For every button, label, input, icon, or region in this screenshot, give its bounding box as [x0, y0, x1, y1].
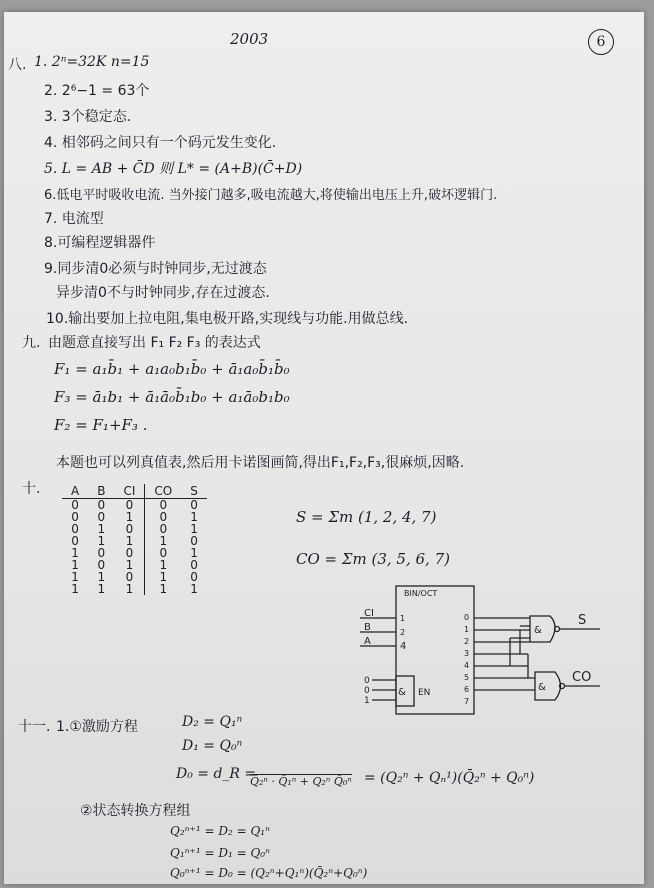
decoder-chip — [396, 586, 474, 714]
s9-intro: 由题意直接写出 F₁ F₂ F₃ 的表达式 — [48, 335, 261, 351]
s11-part2: ②状态转换方程组 — [80, 803, 191, 819]
truth-table-cell: 1 — [125, 582, 134, 596]
truth-table-row — [62, 535, 207, 547]
s8-item-2: 2. 2⁶−1 = 63个 — [44, 83, 150, 99]
s9-f1: F₁ = a₁b̄₁ + a₁a₀b₁b̄₀ + ā₁a₀b̄₁b̄₀ — [54, 360, 290, 378]
truth-table-cell: 0 — [145, 523, 181, 535]
truth-table-row — [62, 511, 207, 523]
page-number: 6 — [588, 29, 614, 55]
s8-item-4: 4. 相邻码之间只有一个码元发生变化. — [44, 135, 277, 151]
truth-table-cell: 1 — [71, 558, 79, 572]
truth-table-cell: 1 — [190, 546, 198, 560]
truth-table-cell: 1 — [190, 582, 198, 596]
truth-table-cell: 0 — [190, 558, 198, 572]
en-input-1: 0 — [364, 676, 370, 686]
en-input-2: 0 — [364, 686, 370, 696]
s8-item-8: 8.可编程逻辑器件 — [44, 235, 156, 251]
out-2-label: 2 — [464, 637, 470, 646]
truth-table-cell: 0 — [190, 570, 198, 584]
s11-st1: Q₂ⁿ⁺¹ = D₂ = Q₁ⁿ — [170, 824, 270, 838]
truth-table-row — [62, 559, 207, 571]
truth-table-row — [62, 523, 207, 535]
output-s-label: S — [578, 613, 587, 628]
input-ci-label: CI — [364, 608, 374, 619]
s8-item-9b: 异步清0不与时钟同步,存在过渡态. — [56, 285, 270, 301]
s11-eq1: D₂ = Q₁ⁿ — [182, 714, 243, 730]
truth-table-cell: 1 — [71, 570, 79, 584]
truth-table-cell: 1 — [145, 571, 181, 583]
s8-item-9a: 9.同步清0必须与时钟同步,无过渡态 — [44, 261, 267, 277]
truth-table-cell: 0 — [125, 522, 134, 536]
out-4-label: 4 — [464, 661, 470, 670]
s11-part1: 1.①激励方程 — [56, 719, 138, 735]
truth-table-cell: 1 — [145, 559, 181, 571]
s-expression: S = Σm (1, 2, 4, 7) — [296, 508, 437, 526]
out-5-label: 5 — [464, 673, 470, 682]
truth-table-cell: 1 — [145, 583, 181, 595]
truth-table-cell: 1 — [97, 522, 106, 536]
out-1-label: 1 — [464, 625, 470, 634]
truth-table-cell: 0 — [145, 499, 181, 512]
truth-table-cell: 0 — [190, 498, 198, 512]
truth-table-row — [62, 583, 207, 595]
pin-1-label: 1 — [400, 614, 406, 623]
paper-sheet — [4, 12, 644, 884]
s8-item-5: 5. L = AB + C̄D 则 L* = (A+B)(C̄+D) — [44, 161, 303, 177]
s8-item-10: 10.输出要加上拉电阻,集电极开路,实现线与功能.用做总线. — [46, 311, 409, 327]
truth-table-cell: 1 — [125, 558, 134, 572]
truth-table-cell: 1 — [97, 534, 106, 548]
col-s: S — [181, 484, 207, 499]
truth-table-cell: 1 — [190, 522, 198, 536]
en-label: EN — [418, 688, 431, 698]
input-a-label: A — [364, 636, 371, 647]
section-11-label: 十一. — [18, 719, 51, 735]
truth-table-cell: 1 — [71, 582, 79, 596]
truth-table-cell: 0 — [125, 498, 134, 512]
truth-table-cell: 1 — [97, 582, 106, 596]
truth-table-cell: 0 — [97, 546, 106, 560]
truth-table-cell: 0 — [71, 498, 79, 512]
truth-table-cell: 0 — [125, 546, 134, 560]
truth-table-cell: 1 — [97, 570, 106, 584]
s11-st2: Q₁ⁿ⁺¹ = D₁ = Q₀ⁿ — [170, 846, 270, 860]
truth-table-cell: 1 — [125, 534, 134, 548]
section-10-label: 十. — [22, 481, 41, 497]
s11-eq3a: D₀ = d_R = — [176, 766, 257, 782]
s8-item-7: 7. 电流型 — [44, 211, 104, 227]
truth-table-cell: 1 — [145, 535, 181, 547]
s11-eq3c: = (Q₂ⁿ + Qₙ¹)(Q̄₂ⁿ + Q₀ⁿ) — [364, 770, 535, 786]
truth-table-cell: 0 — [71, 510, 79, 524]
s8-item-3: 3. 3个稳定态. — [44, 109, 132, 125]
year-heading: 2003 — [230, 30, 269, 48]
out-0-label: 0 — [464, 613, 470, 622]
out-7-label: 7 — [464, 697, 470, 706]
output-co-label: CO — [572, 670, 592, 685]
en-and-symbol: & — [398, 687, 406, 698]
out-3-label: 3 — [464, 649, 470, 658]
truth-table-cell: 0 — [97, 510, 106, 524]
pin-4-label: 4 — [400, 641, 407, 652]
truth-table-row — [62, 499, 207, 512]
decoder-circuit — [360, 582, 610, 722]
truth-table-cell: 0 — [71, 522, 79, 536]
s9-f3: F₃ = ā₁b₁ + ā₁ā₀b̄₁b₀ + a₁ā₀b₁b₀ — [54, 388, 290, 406]
truth-table — [62, 484, 207, 595]
truth-table-cell: 1 — [71, 546, 79, 560]
input-b-label: B — [364, 622, 371, 633]
truth-table-cell: 0 — [97, 558, 106, 572]
truth-table-cell: 1 — [190, 510, 198, 524]
truth-table-cell: 0 — [190, 534, 198, 548]
section-8-label: 八. — [8, 57, 27, 73]
s9-note: 本题也可以列真值表,然后用卡诺图画简,得出F₁,F₂,F₃,很麻烦,因略. — [56, 455, 465, 471]
en-input-3: 1 — [364, 696, 370, 706]
pin-2-label: 2 — [400, 628, 406, 637]
gate-s-symbol: & — [534, 625, 542, 636]
s11-eq2: D₁ = Q₀ⁿ — [182, 738, 243, 754]
truth-table-cell: 0 — [145, 547, 181, 559]
truth-table-cell: 0 — [71, 534, 79, 548]
col-b: B — [88, 484, 114, 499]
truth-table-row — [62, 571, 207, 583]
truth-table-row — [62, 547, 207, 559]
s9-f2: F₂ = F₁+F₃ . — [54, 416, 148, 434]
s11-eq3b: Q̄₂ⁿ · Q̄₁ⁿ + Q₂ⁿ Q̄₀ⁿ — [250, 775, 352, 788]
co-expression: CO = Σm (3, 5, 6, 7) — [296, 550, 450, 568]
truth-table-cell: 0 — [125, 570, 134, 584]
section-9-label: 九. — [22, 335, 41, 351]
s8-item-1: 1. 2ⁿ=32K n=15 — [34, 54, 150, 70]
out-6-label: 6 — [464, 685, 470, 694]
col-ci: CI — [114, 484, 144, 499]
truth-table-cell: 0 — [97, 498, 106, 512]
chip-label: BIN/OCT — [404, 589, 438, 598]
col-co: CO — [145, 484, 181, 499]
truth-table-cell: 0 — [145, 511, 181, 523]
gate-co-symbol: & — [538, 682, 546, 693]
s11-st3: Q₀ⁿ⁺¹ = D₀ = (Q₂ⁿ+Q₁ⁿ)(Q̄₂ⁿ+Q₀ⁿ) — [170, 866, 368, 880]
s8-item-6: 6.低电平时吸收电流. 当外接门越多,吸电流越大,将使输出电压上升,破坏逻辑门. — [44, 188, 498, 203]
col-a: A — [62, 484, 88, 499]
truth-table-cell: 1 — [125, 510, 134, 524]
